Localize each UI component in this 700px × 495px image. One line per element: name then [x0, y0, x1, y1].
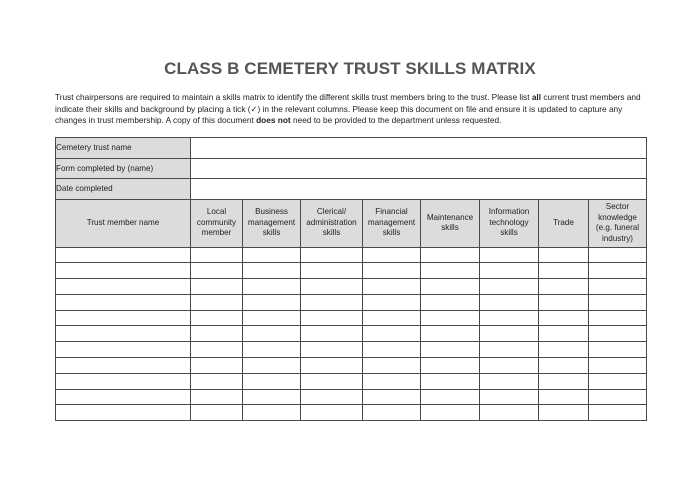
date-completed-row [56, 179, 647, 200]
table-row [56, 405, 647, 421]
cell-member-name[interactable] [56, 247, 191, 263]
intro-paragraph [55, 92, 655, 127]
cell-maintenance[interactable] [421, 326, 480, 342]
cell-clerical-administration[interactable] [301, 389, 363, 405]
trust-name-field[interactable] [191, 138, 647, 159]
cell-maintenance[interactable] [421, 279, 480, 295]
cell-clerical-administration[interactable] [301, 279, 363, 295]
cell-clerical-administration[interactable] [301, 373, 363, 389]
intro-text-3: ) in the relevant columns. Please keep this document on file and ensure it is updated to capture any changes in trust membership. A copy of this document [55, 103, 623, 125]
date-completed-label: Date completed [56, 179, 191, 200]
cell-local-community[interactable] [191, 279, 243, 295]
cell-sector-knowledge[interactable] [589, 405, 647, 421]
tick-icon: ✓ [250, 103, 258, 114]
cell-local-community[interactable] [191, 342, 243, 358]
cell-local-community[interactable] [191, 247, 243, 263]
cell-information-technology[interactable] [480, 326, 539, 342]
cell-clerical-administration[interactable] [301, 294, 363, 310]
cell-trade[interactable] [539, 342, 589, 358]
cell-business-management[interactable] [243, 326, 301, 342]
table-row [56, 389, 647, 405]
cell-member-name[interactable] [56, 326, 191, 342]
cell-sector-knowledge[interactable] [589, 342, 647, 358]
cell-financial-management[interactable] [363, 389, 421, 405]
table-row [56, 263, 647, 279]
cell-trade[interactable] [539, 358, 589, 374]
cell-member-name[interactable] [56, 342, 191, 358]
cell-business-management[interactable] [243, 373, 301, 389]
cell-business-management[interactable] [243, 263, 301, 279]
cell-maintenance[interactable] [421, 342, 480, 358]
cell-information-technology[interactable] [480, 358, 539, 374]
cell-trade[interactable] [539, 279, 589, 295]
cell-trade[interactable] [539, 310, 589, 326]
header-member-name: Trust member name [56, 199, 191, 247]
cell-sector-knowledge[interactable] [589, 247, 647, 263]
cell-financial-management[interactable] [363, 373, 421, 389]
cell-financial-management[interactable] [363, 263, 421, 279]
cell-clerical-administration[interactable] [301, 342, 363, 358]
table-row [56, 310, 647, 326]
cell-trade[interactable] [539, 326, 589, 342]
cell-financial-management[interactable] [363, 247, 421, 263]
cell-business-management[interactable] [243, 389, 301, 405]
cell-trade[interactable] [539, 405, 589, 421]
table-row [56, 373, 647, 389]
cell-information-technology[interactable] [480, 247, 539, 263]
cell-member-name[interactable] [56, 373, 191, 389]
cell-local-community[interactable] [191, 389, 243, 405]
cell-maintenance[interactable] [421, 405, 480, 421]
trust-name-label: Cemetery trust name [56, 138, 191, 159]
cell-member-name[interactable] [56, 358, 191, 374]
cell-clerical-administration[interactable] [301, 263, 363, 279]
cell-business-management[interactable] [243, 310, 301, 326]
cell-information-technology[interactable] [480, 405, 539, 421]
cell-local-community[interactable] [191, 326, 243, 342]
cell-financial-management[interactable] [363, 294, 421, 310]
intro-text-4: need to be provided to the department unless requested. [290, 115, 502, 125]
completed-by-field[interactable] [191, 158, 647, 179]
cell-financial-management[interactable] [363, 405, 421, 421]
skills-matrix-table [55, 137, 647, 421]
date-completed-field[interactable] [191, 179, 647, 200]
intro-text-1: Trust chairpersons are required to maintain a skills matrix to identify the different skills trust members bring to the trust. Please list [55, 92, 532, 102]
cell-local-community[interactable] [191, 405, 243, 421]
cell-maintenance[interactable] [421, 247, 480, 263]
cell-financial-management[interactable] [363, 342, 421, 358]
cell-information-technology[interactable] [480, 263, 539, 279]
cell-member-name[interactable] [56, 405, 191, 421]
cell-clerical-administration[interactable] [301, 358, 363, 374]
page-title: CLASS B CEMETERY TRUST SKILLS MATRIX [164, 59, 536, 78]
intro-bold-all: all [531, 92, 542, 102]
cell-sector-knowledge[interactable] [589, 310, 647, 326]
table-row [56, 326, 647, 342]
cell-member-name[interactable] [56, 279, 191, 295]
cell-business-management[interactable] [243, 279, 301, 295]
cell-information-technology[interactable] [480, 389, 539, 405]
header-financial-management: Financial management skills [363, 199, 421, 247]
cell-member-name[interactable] [56, 294, 191, 310]
completed-by-label: Form completed by (name) [56, 158, 191, 179]
cell-trade[interactable] [539, 373, 589, 389]
cell-information-technology[interactable] [480, 342, 539, 358]
cell-sector-knowledge[interactable] [589, 263, 647, 279]
cell-information-technology[interactable] [480, 279, 539, 295]
cell-business-management[interactable] [243, 358, 301, 374]
cell-business-management[interactable] [243, 342, 301, 358]
member-rows [56, 247, 647, 421]
cell-information-technology[interactable] [480, 294, 539, 310]
cell-maintenance[interactable] [421, 358, 480, 374]
header-maintenance: Maintenance skills [421, 199, 480, 247]
cell-business-management[interactable] [243, 247, 301, 263]
cell-clerical-administration[interactable] [301, 310, 363, 326]
intro-bold-does-not: does not [256, 115, 291, 125]
header-sector-knowledge: Sector knowledge (e.g. funeral industry) [589, 199, 647, 247]
cell-financial-management[interactable] [363, 326, 421, 342]
cell-financial-management[interactable] [363, 279, 421, 295]
cell-business-management[interactable] [243, 405, 301, 421]
table-row [56, 279, 647, 295]
cell-business-management[interactable] [243, 294, 301, 310]
table-row [56, 247, 647, 263]
cell-clerical-administration[interactable] [301, 326, 363, 342]
cell-financial-management[interactable] [363, 358, 421, 374]
header-clerical-administration: Clerical/ administration skills [301, 199, 363, 247]
table-row [56, 342, 647, 358]
cell-local-community[interactable] [191, 263, 243, 279]
cell-maintenance[interactable] [421, 310, 480, 326]
cell-local-community[interactable] [191, 294, 243, 310]
cell-sector-knowledge[interactable] [589, 279, 647, 295]
cell-trade[interactable] [539, 247, 589, 263]
cell-maintenance[interactable] [421, 263, 480, 279]
cell-information-technology[interactable] [480, 373, 539, 389]
cell-sector-knowledge[interactable] [589, 358, 647, 374]
cell-trade[interactable] [539, 294, 589, 310]
cell-sector-knowledge[interactable] [589, 294, 647, 310]
table-row [56, 358, 647, 374]
intro-text-2: current trust members and indicate their skills and background by placing a tick ( [55, 92, 641, 114]
cell-local-community[interactable] [191, 310, 243, 326]
cell-member-name[interactable] [56, 310, 191, 326]
table-row [56, 294, 647, 310]
header-information-technology: Information technology skills [480, 199, 539, 247]
cell-trade[interactable] [539, 263, 589, 279]
cell-member-name[interactable] [56, 263, 191, 279]
cell-local-community[interactable] [191, 373, 243, 389]
cell-member-name[interactable] [56, 389, 191, 405]
completed-by-row [56, 158, 647, 179]
header-business-management: Business management skills [243, 199, 301, 247]
cell-trade[interactable] [539, 389, 589, 405]
trust-name-row [56, 138, 647, 159]
cell-sector-knowledge[interactable] [589, 326, 647, 342]
cell-sector-knowledge[interactable] [589, 373, 647, 389]
cell-financial-management[interactable] [363, 310, 421, 326]
header-local-community: Local community member [191, 199, 243, 247]
cell-clerical-administration[interactable] [301, 247, 363, 263]
header-trade: Trade [539, 199, 589, 247]
column-header-row [56, 199, 647, 247]
cell-information-technology[interactable] [480, 310, 539, 326]
cell-sector-knowledge[interactable] [589, 389, 647, 405]
cell-maintenance[interactable] [421, 389, 480, 405]
cell-clerical-administration[interactable] [301, 405, 363, 421]
cell-local-community[interactable] [191, 358, 243, 374]
cell-maintenance[interactable] [421, 294, 480, 310]
cell-maintenance[interactable] [421, 373, 480, 389]
